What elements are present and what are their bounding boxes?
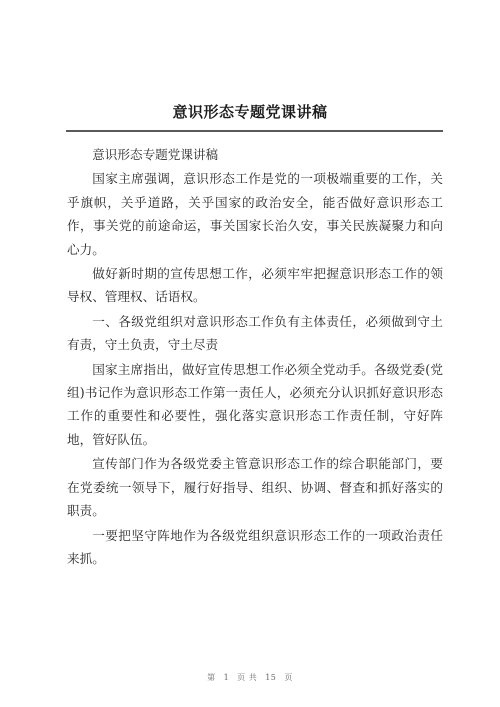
document-body <box>67 143 443 570</box>
footer-page-current: 1 <box>223 673 230 682</box>
footer-page-mid: 页 共 <box>237 673 258 682</box>
footer-page-suffix: 页 <box>284 673 293 682</box>
paragraph: 国家主席强调，意识形态工作是党的一项极端重要的工作，关乎旗帜，关乎道路，关乎国家的政治安全，能否做好意识形态工作，事关党的前途命运，事关国家长治久安，事关民族凝聚力和向心力。 <box>67 171 443 257</box>
paragraph: 一要把坚守阵地作为各级党组织意识形态工作的一项政治责任来抓。 <box>67 527 443 566</box>
paragraph: 做好新时期的宣传思想工作，必须牢牢把握意识形态工作的领导权、管理权、话语权。 <box>67 266 443 305</box>
footer-page-prefix: 第 <box>207 673 216 682</box>
title-divider <box>66 130 443 132</box>
page-footer <box>0 672 500 683</box>
footer-page-total: 15 <box>265 673 277 682</box>
paragraph: 国家主席指出，做好宣传思想工作必须全党动手。各级党委(党组)书记作为意识形态工作第一责任人，必须充分认识抓好意识形态工作的重要性和必要性，强化落实意识形态工作责任制，守好阵地，管好队伍。 <box>67 361 443 447</box>
paragraph: 宣传部门作为各级党委主管意识形态工作的综合职能部门，要在党委统一领导下，履行好指导、组织、协调、督查和抓好落实的职责。 <box>67 456 443 519</box>
paragraph: 一、各级党组织对意识形态工作负有主体责任，必须做到守土有责，守土负责，守土尽责 <box>67 313 443 353</box>
paragraph: 意识形态专题党课讲稿 <box>92 147 219 162</box>
document-title: 意识形态专题党课讲稿 <box>172 103 328 121</box>
